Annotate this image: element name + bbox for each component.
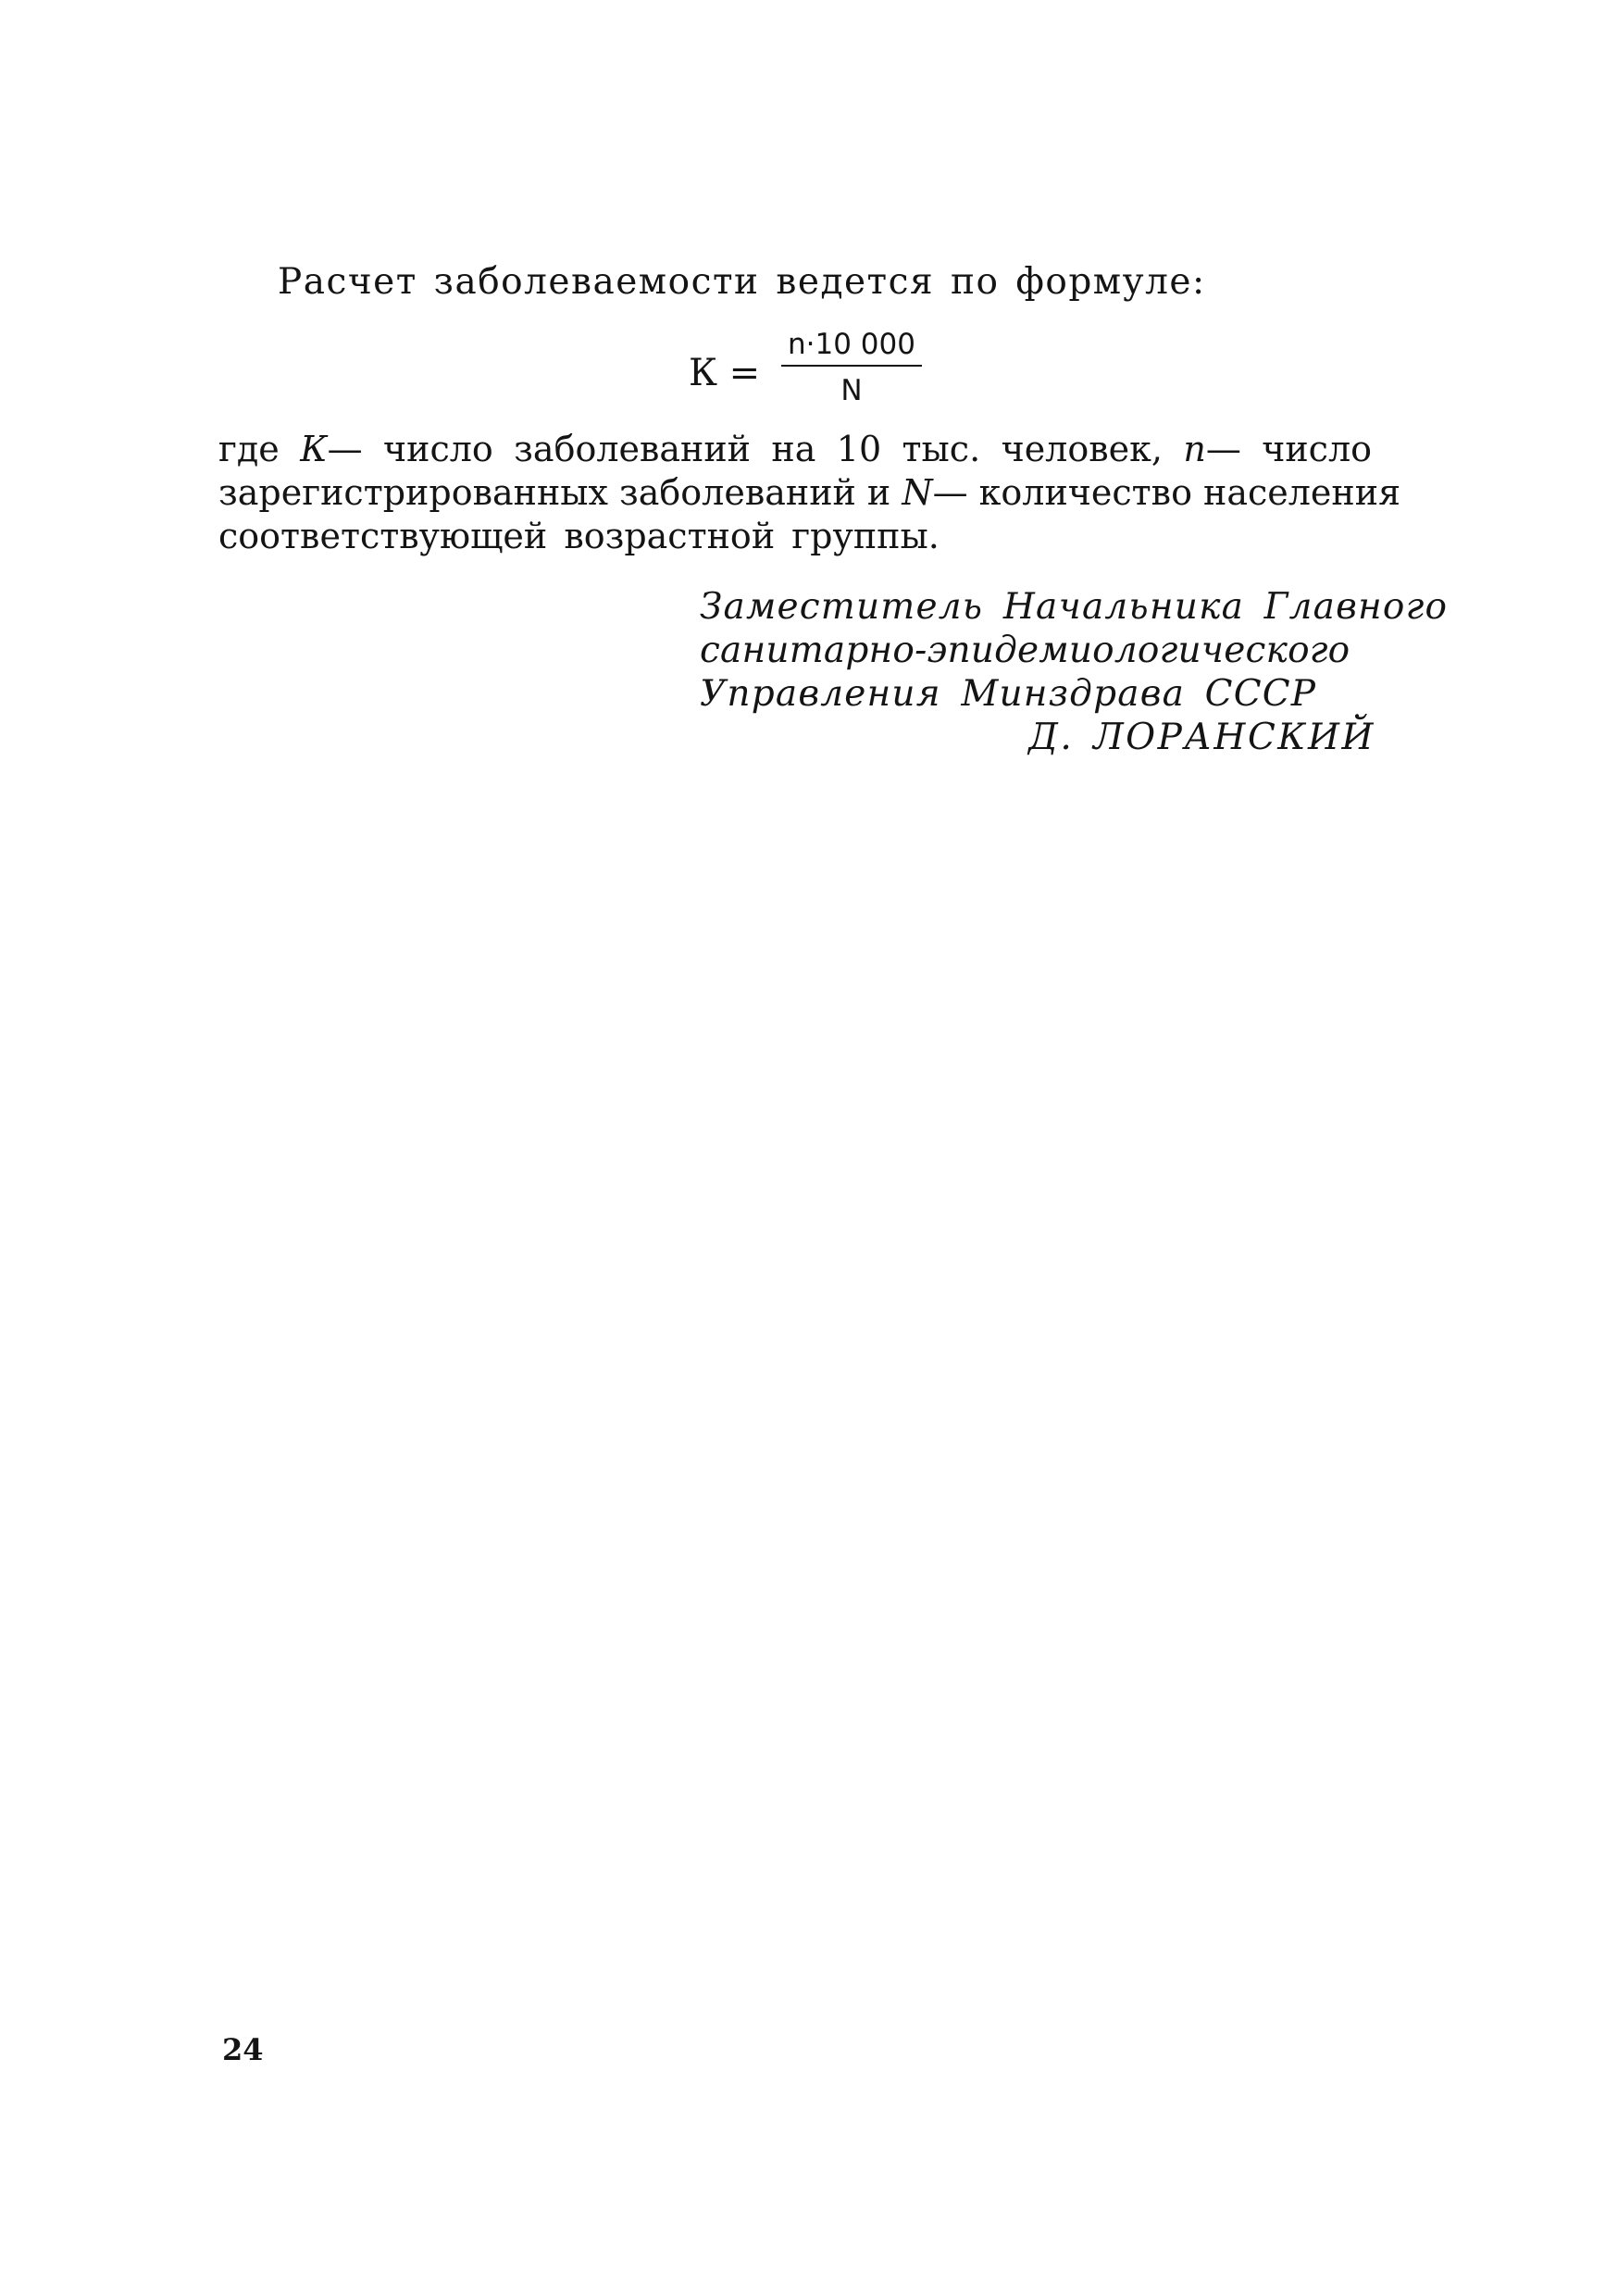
definition-text: — количество населения [932, 472, 1401, 513]
fraction-bar [781, 365, 922, 367]
definition-text: — число [1205, 429, 1372, 469]
intro-text: Расчет заболеваемости ведется по формуле: [278, 261, 1206, 303]
signature-title-line-3: Управления Минздрава СССР [700, 673, 1317, 715]
formula-fraction [781, 326, 922, 411]
signature-block [700, 585, 1449, 759]
definition-line-3: соответствующей возрастной группы. [218, 516, 940, 556]
variable-n-capital: N [902, 472, 933, 513]
definition-text: — число заболеваний на 10 тыс. человек, [327, 429, 1163, 469]
definition-line-2 [218, 471, 1401, 515]
signature-title-line-2: санитарно-эпидемиологического [700, 630, 1350, 671]
formula-lhs: К = [689, 352, 761, 394]
incidence-formula [689, 326, 929, 418]
definition-line-1 [218, 428, 1372, 471]
formula-numerator: n·10 000 [788, 328, 915, 361]
signature-title-line-1: Заместитель Начальника Главного [700, 586, 1449, 628]
page-number: 24 [222, 2032, 264, 2067]
variable-n: n [1183, 429, 1206, 469]
definition-paragraph [218, 428, 1401, 558]
signatory-name: Д. ЛОРАНСКИЙ [1028, 717, 1375, 758]
variable-k: К [300, 429, 328, 469]
definition-text: где [218, 429, 280, 469]
definition-text: зарегистрированных заболеваний и [218, 472, 891, 513]
formula-denominator: N [840, 374, 863, 407]
